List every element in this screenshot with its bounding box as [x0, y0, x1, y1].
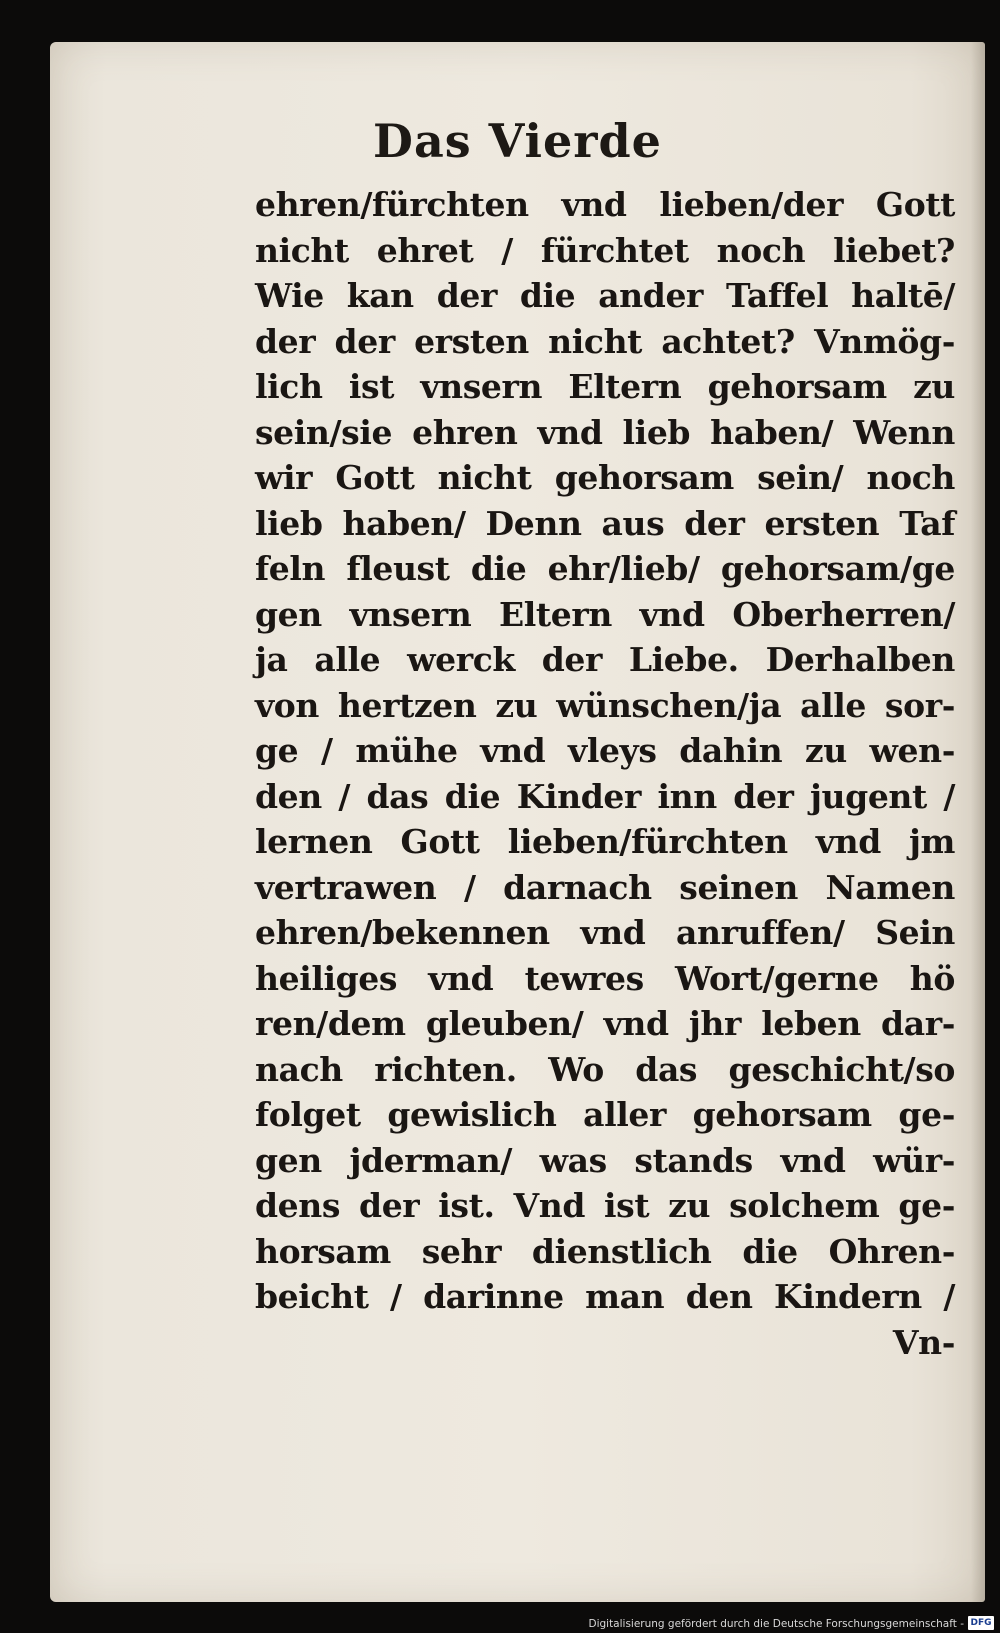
text-line: nicht ehret / fürchtet noch liebet? [255, 230, 955, 270]
dfg-logo: DFG [968, 1616, 994, 1630]
text-line: sein/sie ehren vnd lieb haben/ Wenn [255, 412, 955, 452]
text-line: ge / mühe vnd vleys dahin zu wen- [255, 731, 955, 770]
text-line: feln fleust die ehr/lieb/ gehorsam/ge [255, 549, 955, 588]
text-line: lich ist vnsern Eltern gehorsam zu [255, 367, 955, 406]
text-line: folget gewislich aller gehorsam ge- [255, 1095, 955, 1134]
text-block [255, 182, 955, 1365]
text-line: ehren/fürchten vnd lieben/der Gott [255, 185, 955, 224]
text-line: vertrawen / darnach seinen Namen [255, 867, 955, 907]
text-line: nach richten. Wo das geschicht/so [255, 1049, 955, 1089]
text-line: der der ersten nicht achtet? Vnmög- [255, 321, 955, 361]
running-head: Das Vierde [373, 114, 662, 168]
text-line: wir Gott nicht gehorsam sein/ noch [255, 458, 955, 497]
digitization-credit: Digitalisierung gefördert durch die Deutsche Forschungsgemeinschaft - [588, 1618, 964, 1630]
text-line: ren/dem gleuben/ vnd jhr leben dar- [255, 1004, 955, 1043]
text-line: lieb haben/ Denn aus der ersten Taf [255, 503, 955, 543]
text-line: von hertzen zu wünschen/ja alle sor- [255, 685, 955, 725]
book-page [50, 42, 985, 1602]
text-line: ehren/bekennen vnd anruffen/ Sein [255, 913, 955, 952]
footer-bar [0, 1611, 1000, 1633]
text-line: gen jderman/ was stands vnd wür- [255, 1140, 955, 1180]
text-line: dens der ist. Vnd ist zu solchem ge- [255, 1186, 955, 1225]
text-line: gen vnsern Eltern vnd Oberherren/ [255, 594, 955, 634]
text-line: lernen Gott lieben/fürchten vnd jm [255, 822, 955, 861]
text-line: Vn- [892, 1322, 955, 1362]
text-line: horsam sehr dienstlich die Ohren- [255, 1231, 955, 1271]
text-line: beicht / darinne man den Kindern / [255, 1277, 955, 1316]
text-line: ja alle werck der Liebe. Derhalben [255, 640, 955, 679]
text-line: Wie kan der die ander Taffel haltē/ [255, 276, 955, 315]
text-line: heiliges vnd tewres Wort/gerne hö [255, 958, 955, 998]
page-edge-shadow [971, 42, 985, 1602]
text-line: den / das die Kinder inn der jugent / [255, 776, 955, 816]
